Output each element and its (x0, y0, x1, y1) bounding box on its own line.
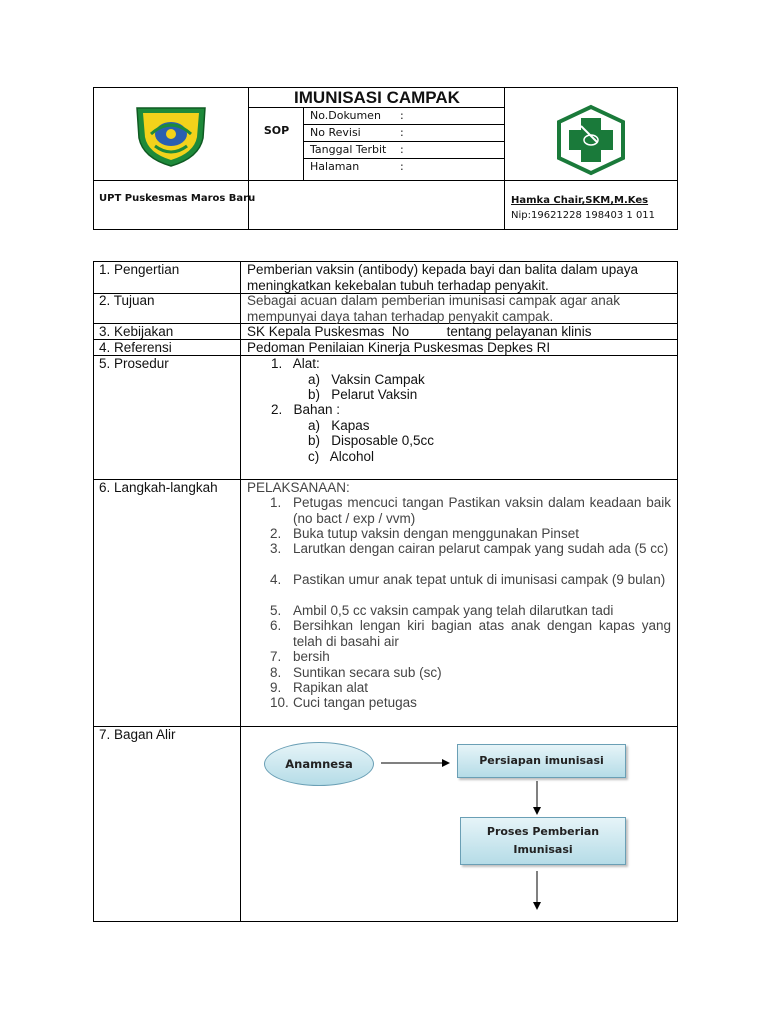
step-number: 2. (270, 526, 282, 541)
referensi-text: Pedoman Penilaian Kinerja Puskesmas Depkes RI (247, 340, 551, 355)
bahan-item: b) Disposable 0,5cc (308, 433, 435, 448)
step-text: Cuci tangan petugas (293, 695, 417, 710)
kebijakan-text: SK Kepala Puskesmas No tentang pelayanan klinis (247, 324, 592, 339)
row-label-prosedur: 5. Prosedur (99, 356, 169, 371)
bahan-title: 2. Bahan : (271, 402, 341, 417)
step-number: 7. (270, 649, 282, 664)
step-text: Bersihkan lengan kiri bagian atas anak dengan kapas yang telah di basahi air (293, 618, 671, 649)
meta-tanggal (310, 143, 404, 156)
column-divider (240, 261, 241, 922)
alat-item: b) Pelarut Vaksin (308, 387, 418, 402)
puskesmas-logo-icon (553, 104, 629, 176)
meta-halaman (310, 160, 404, 173)
step-text: Larutkan dengan cairan pelarut campak yang sudah ada (5 cc) (293, 541, 669, 556)
meta-sep: : (400, 143, 404, 156)
sop-label: SOP (263, 124, 290, 137)
step-text: Ambil 0,5 cc vaksin campak yang telah dilarutkan tadi (293, 603, 614, 618)
step-text: Rapikan alat (293, 680, 369, 695)
step-number: 5. (270, 603, 282, 618)
meta-revisi (310, 126, 404, 139)
step-text: Buka tutup vaksin dengan menggunakan Pinset (293, 526, 579, 541)
step-number: 3. (270, 541, 282, 556)
row-label-bagan: 7. Bagan Alir (99, 727, 176, 742)
header-divider (304, 124, 504, 125)
step-text: Petugas mencuci tangan Pastikan vaksin dalam keadaan baik (no bact / exp / vvm) (293, 495, 671, 526)
pelaksanaan-heading: PELAKSANAAN: (247, 480, 350, 495)
organization-name: UPT Puskesmas Maros Baru (99, 193, 256, 204)
row-label-kebijakan: 3. Kebijakan (99, 324, 174, 339)
meta-sep: : (400, 126, 404, 139)
meta-dokumen (310, 109, 404, 122)
bahan-item: a) Kapas (308, 418, 370, 433)
header-divider (304, 141, 504, 142)
step-number: 9. (270, 680, 282, 695)
row-label-tujuan: 2. Tujuan (99, 293, 155, 308)
pengertian-text: Pemberian vaksin (antibody) kepada bayi dan balita dalam upaya meningkatkan kekebalan tubuh terhadap penyakit. (247, 262, 638, 293)
step-number: 4. (270, 572, 282, 587)
meta-label: Tanggal Terbit (310, 143, 387, 156)
alat-item: a) Vaksin Campak (308, 372, 425, 387)
step-number: 6. (270, 618, 282, 633)
header-divider (93, 180, 678, 181)
maros-logo-icon (133, 104, 209, 168)
meta-label: No.Dokumen (310, 109, 381, 122)
meta-label: No Revisi (310, 126, 361, 139)
signer-nip: Nip:19621228 198403 1 011 (511, 210, 656, 221)
step-number: 1. (270, 495, 282, 510)
row-label-langkah: 6. Langkah-langkah (99, 480, 218, 495)
bahan-item: c) Alcohol (308, 449, 375, 464)
header-divider (248, 88, 249, 230)
step-number: 8. (270, 665, 282, 680)
flow-node-proses: Proses Pemberian Imunisasi (460, 817, 626, 865)
flow-node-persiapan: Persiapan imunisasi (457, 744, 626, 778)
tujuan-text: Sebagai acuan dalam pemberian imunisasi campak agar anak mempunyai daya tahan terhadap penyakit campak. (247, 293, 620, 324)
flow-node-anamnesa: Anamnesa (264, 742, 374, 786)
header-divider (303, 107, 304, 180)
row-divider (93, 726, 678, 727)
step-text: bersih (293, 649, 330, 664)
meta-sep: : (400, 109, 404, 122)
header-divider (304, 158, 504, 159)
step-text: Pastikan umur anak tepat untuk di imunisasi campak (9 bulan) (293, 572, 666, 587)
row-label-pengertian: 1. Pengertian (99, 262, 180, 277)
document-title: IMUNISASI CAMPAK (294, 88, 460, 107)
alat-title: 1. Alat: (271, 356, 320, 371)
meta-sep: : (400, 160, 404, 173)
row-label-referensi: 4. Referensi (99, 340, 172, 355)
step-text: Suntikan secara sub (sc) (293, 665, 442, 680)
meta-label: Halaman (310, 160, 360, 173)
step-number: 10. (270, 695, 289, 710)
header-divider (504, 88, 505, 230)
signer-name: Hamka Chair,SKM,M.Kes (511, 195, 649, 206)
